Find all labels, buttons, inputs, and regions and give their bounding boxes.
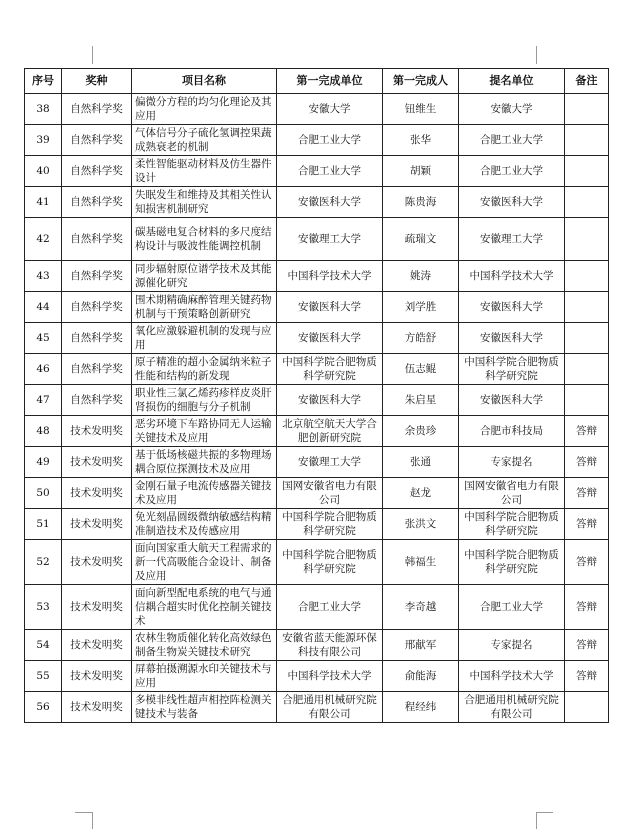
cell-person: 程经纬 (383, 692, 459, 723)
cell-no: 39 (25, 125, 62, 156)
cell-person: 陈贵海 (383, 187, 459, 218)
cell-project: 失眠发生和维持及其相关性认知损害机制研究 (132, 187, 277, 218)
table-header-row (25, 69, 609, 94)
cell-project: 职业性三氯乙烯药疹样皮炎肝肾损伤的细胞与分子机制 (132, 385, 277, 416)
cell-project: 同步辐射原位谱学技术及其能源催化研究 (132, 261, 277, 292)
cell-project: 屏幕拍摄溯源水印关键技术与应用 (132, 661, 277, 692)
cell-no: 40 (25, 156, 62, 187)
cell-no: 45 (25, 323, 62, 354)
cell-nominator: 合肥工业大学 (459, 125, 565, 156)
cell-award: 技术发明奖 (62, 416, 132, 447)
cell-award: 自然科学奖 (62, 94, 132, 125)
cell-unit: 安徽理工大学 (277, 447, 383, 478)
table-row (25, 447, 609, 478)
table-row (25, 94, 609, 125)
cell-person: 疏瑞文 (383, 218, 459, 261)
cell-unit: 安徽医科大学 (277, 292, 383, 323)
cell-project: 免光刻晶圆级微纳敏感结构精准制造技术及传感应用 (132, 509, 277, 540)
cell-no: 38 (25, 94, 62, 125)
cell-award: 自然科学奖 (62, 218, 132, 261)
cell-award: 自然科学奖 (62, 187, 132, 218)
cell-award: 自然科学奖 (62, 354, 132, 385)
table-row (25, 187, 609, 218)
cell-no: 41 (25, 187, 62, 218)
cell-no: 50 (25, 478, 62, 509)
cell-person: 刘学胜 (383, 292, 459, 323)
cell-no: 56 (25, 692, 62, 723)
crop-mark-top-left (92, 46, 93, 64)
table-row (25, 354, 609, 385)
cell-nominator: 专家提名 (459, 630, 565, 661)
cell-award: 技术发明奖 (62, 630, 132, 661)
cell-unit: 安徽理工大学 (277, 218, 383, 261)
table-row (25, 416, 609, 447)
table-row (25, 585, 609, 630)
header-note: 备注 (565, 69, 609, 94)
cell-unit: 安徽医科大学 (277, 323, 383, 354)
cell-project: 气体信号分子硫化氢调控果蔬成熟衰老的机制 (132, 125, 277, 156)
cell-award: 自然科学奖 (62, 292, 132, 323)
header-person: 第一完成人 (383, 69, 459, 94)
cell-unit: 安徽省蓝天能源环保科技有限公司 (277, 630, 383, 661)
cell-award: 技术发明奖 (62, 540, 132, 585)
cell-note (565, 261, 609, 292)
cell-note: 答辩 (565, 585, 609, 630)
header-unit: 第一完成单位 (277, 69, 383, 94)
cell-nominator: 安徽医科大学 (459, 292, 565, 323)
cell-unit: 安徽医科大学 (277, 385, 383, 416)
cell-unit: 中国科学院合肥物质科学研究院 (277, 540, 383, 585)
cell-note: 答辩 (565, 509, 609, 540)
table-row (25, 323, 609, 354)
cell-person: 余贵珍 (383, 416, 459, 447)
cell-nominator: 专家提名 (459, 447, 565, 478)
cell-project: 面向新型配电系统的电气与通信耦合超实时优化控制关键技术 (132, 585, 277, 630)
cell-person: 伍志鲲 (383, 354, 459, 385)
table-row (25, 661, 609, 692)
cell-unit: 中国科学院合肥物质科学研究院 (277, 354, 383, 385)
cell-note (565, 94, 609, 125)
table-row (25, 125, 609, 156)
cell-project: 金刚石量子电流传感器关键技术及应用 (132, 478, 277, 509)
table-row (25, 385, 609, 416)
cell-unit: 中国科学技术大学 (277, 261, 383, 292)
cell-person: 朱启星 (383, 385, 459, 416)
table-row (25, 156, 609, 187)
cell-nominator: 合肥工业大学 (459, 585, 565, 630)
cell-unit: 合肥工业大学 (277, 585, 383, 630)
crop-mark-bottom-left-v (92, 812, 93, 829)
cell-award: 自然科学奖 (62, 385, 132, 416)
cell-award: 自然科学奖 (62, 261, 132, 292)
cell-note (565, 354, 609, 385)
cell-person: 赵龙 (383, 478, 459, 509)
cell-note (565, 187, 609, 218)
cell-award: 技术发明奖 (62, 585, 132, 630)
cell-no: 42 (25, 218, 62, 261)
cell-person: 姚涛 (383, 261, 459, 292)
cell-nominator: 中国科学院合肥物质科学研究院 (459, 354, 565, 385)
cell-nominator: 中国科学院合肥物质科学研究院 (459, 540, 565, 585)
cell-no: 48 (25, 416, 62, 447)
header-nominator: 提名单位 (459, 69, 565, 94)
cell-note: 答辩 (565, 416, 609, 447)
cell-award: 自然科学奖 (62, 125, 132, 156)
table-row (25, 692, 609, 723)
cell-note: 答辩 (565, 540, 609, 585)
cell-note: 答辩 (565, 478, 609, 509)
cell-person: 钮维生 (383, 94, 459, 125)
cell-no: 55 (25, 661, 62, 692)
table-row (25, 218, 609, 261)
crop-mark-bottom-right-h (536, 812, 553, 813)
cell-project: 偏微分方程的均匀化理论及其应用 (132, 94, 277, 125)
cell-note (565, 323, 609, 354)
cell-note (565, 292, 609, 323)
cell-note (565, 218, 609, 261)
cell-person: 张洪文 (383, 509, 459, 540)
cell-person: 张通 (383, 447, 459, 478)
cell-note (565, 125, 609, 156)
cell-note: 答辩 (565, 447, 609, 478)
cell-unit: 合肥工业大学 (277, 125, 383, 156)
cell-no: 51 (25, 509, 62, 540)
cell-unit: 安徽大学 (277, 94, 383, 125)
cell-no: 44 (25, 292, 62, 323)
cell-unit: 中国科学技术大学 (277, 661, 383, 692)
cell-nominator: 中国科学技术大学 (459, 661, 565, 692)
cell-no: 49 (25, 447, 62, 478)
cell-no: 46 (25, 354, 62, 385)
cell-project: 恶劣环境下车路协同无人运输关键技术及应用 (132, 416, 277, 447)
cell-person: 方皓舒 (383, 323, 459, 354)
cell-person: 李奇越 (383, 585, 459, 630)
cell-project: 基于低场核磁共振的多物理场耦合原位探测技术及应用 (132, 447, 277, 478)
cell-award: 技术发明奖 (62, 447, 132, 478)
cell-project: 围术期精确麻醉管理关键药物机制与干预策略创新研究 (132, 292, 277, 323)
cell-person: 邢献军 (383, 630, 459, 661)
cell-nominator: 安徽医科大学 (459, 385, 565, 416)
crop-mark-bottom-left-h (75, 812, 92, 813)
cell-project: 多模非线性超声相控阵检测关键技术与装备 (132, 692, 277, 723)
cell-person: 韩福生 (383, 540, 459, 585)
cell-unit: 国网安徽省电力有限公司 (277, 478, 383, 509)
cell-note (565, 156, 609, 187)
crop-mark-top-right (536, 46, 537, 64)
cell-person: 胡颖 (383, 156, 459, 187)
table-row (25, 540, 609, 585)
cell-project: 面向国家重大航天工程需求的新一代高吸能合金设计、制备及应用 (132, 540, 277, 585)
cell-project: 柔性智能驱动材料及仿生器件设计 (132, 156, 277, 187)
cell-note: 答辩 (565, 630, 609, 661)
cell-no: 53 (25, 585, 62, 630)
header-award: 奖种 (62, 69, 132, 94)
cell-award: 自然科学奖 (62, 156, 132, 187)
cell-no: 54 (25, 630, 62, 661)
cell-nominator: 中国科学技术大学 (459, 261, 565, 292)
cell-nominator: 合肥工业大学 (459, 156, 565, 187)
cell-person: 俞能海 (383, 661, 459, 692)
cell-note (565, 385, 609, 416)
cell-no: 47 (25, 385, 62, 416)
cell-award: 自然科学奖 (62, 323, 132, 354)
cell-project: 氧化应激躲避机制的发现与应用 (132, 323, 277, 354)
cell-project: 农林生物质催化转化高效绿色制备生物炭关键技术研究 (132, 630, 277, 661)
cell-nominator: 合肥通用机械研究院有限公司 (459, 692, 565, 723)
cell-unit: 安徽医科大学 (277, 187, 383, 218)
crop-mark-bottom-right-v (536, 812, 537, 829)
cell-note (565, 692, 609, 723)
cell-no: 52 (25, 540, 62, 585)
cell-award: 技术发明奖 (62, 478, 132, 509)
cell-project: 碳基磁电复合材料的多尺度结构设计与吸波性能调控机制 (132, 218, 277, 261)
cell-project: 原子精准的超小金属纳米粒子性能和结构的新发现 (132, 354, 277, 385)
cell-nominator: 国网安徽省电力有限公司 (459, 478, 565, 509)
table-row (25, 292, 609, 323)
cell-no: 43 (25, 261, 62, 292)
cell-nominator: 中国科学院合肥物质科学研究院 (459, 509, 565, 540)
awards-table (24, 68, 609, 723)
header-no: 序号 (25, 69, 62, 94)
cell-nominator: 安徽医科大学 (459, 187, 565, 218)
table-row (25, 509, 609, 540)
cell-nominator: 安徽大学 (459, 94, 565, 125)
cell-unit: 中国科学院合肥物质科学研究院 (277, 509, 383, 540)
cell-note: 答辩 (565, 661, 609, 692)
table-row (25, 261, 609, 292)
table-row (25, 630, 609, 661)
table-row (25, 478, 609, 509)
cell-nominator: 安徽医科大学 (459, 323, 565, 354)
cell-unit: 北京航空航天大学合肥创新研究院 (277, 416, 383, 447)
cell-unit: 合肥工业大学 (277, 156, 383, 187)
cell-unit: 合肥通用机械研究院有限公司 (277, 692, 383, 723)
cell-award: 技术发明奖 (62, 509, 132, 540)
cell-nominator: 安徽理工大学 (459, 218, 565, 261)
cell-person: 张华 (383, 125, 459, 156)
cell-nominator: 合肥市科技局 (459, 416, 565, 447)
cell-award: 技术发明奖 (62, 661, 132, 692)
header-project: 项目名称 (132, 69, 277, 94)
cell-award: 技术发明奖 (62, 692, 132, 723)
